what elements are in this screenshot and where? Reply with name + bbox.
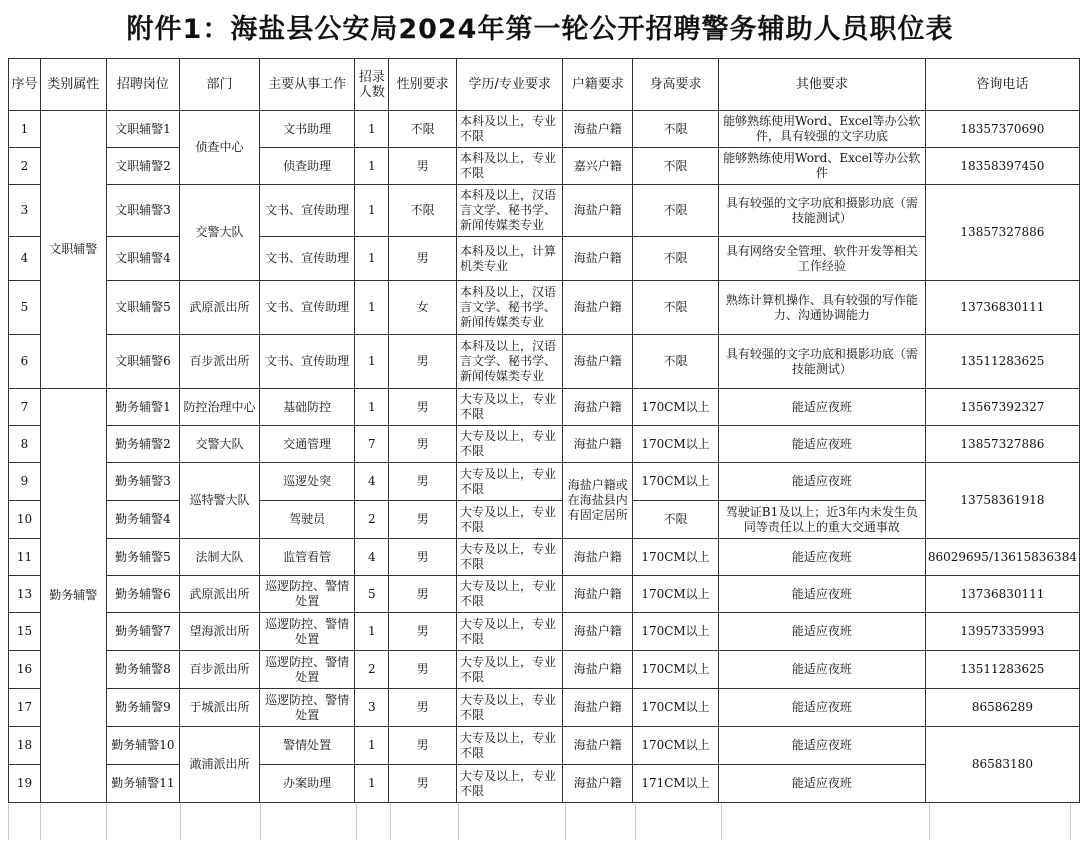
dept-cell: 百步派出所: [180, 651, 260, 689]
table-row: [9, 426, 1080, 463]
row-number-cell: 11: [9, 539, 41, 576]
work-cell: 交通管理: [259, 426, 355, 463]
gender-cell: 男: [389, 463, 457, 501]
work-cell: 文书、宣传助理: [259, 185, 355, 237]
gender-cell: 男: [389, 651, 457, 689]
column-guide: [1070, 804, 1071, 840]
table-row: [9, 111, 1080, 148]
count-cell: 1: [355, 389, 389, 426]
header-cell: 招聘岗位: [106, 59, 180, 111]
residence-cell: 海盐户籍: [563, 335, 633, 389]
phone-cell: 13857327886: [925, 185, 1079, 281]
header-cell: 序号: [9, 59, 41, 111]
post-cell: 勤务辅警9: [106, 689, 180, 727]
table-row: [9, 576, 1080, 613]
category-cell: 文职辅警: [40, 111, 106, 389]
count-cell: 1: [355, 237, 389, 281]
other-requirements-cell: 能够熟练使用Word、Excel等办公软件，具有较强的文字功底: [718, 111, 925, 148]
education-cell: 大专及以上，专业不限: [456, 651, 563, 689]
residence-cell: 海盐户籍: [563, 613, 633, 651]
dept-cell: 武原派出所: [180, 576, 260, 613]
table-row: [9, 765, 1080, 803]
other-requirements-cell: 能适应夜班: [718, 689, 925, 727]
row-number-cell: 19: [9, 765, 41, 803]
height-cell: 171CM以上: [633, 765, 719, 803]
gender-cell: 男: [389, 389, 457, 426]
row-number-cell: 1: [9, 111, 41, 148]
education-cell: 大专及以上，专业不限: [456, 389, 563, 426]
education-cell: 本科及以上，汉语言文学、秘书学、新闻传媒类专业: [456, 281, 563, 335]
header-cell: 招录人数: [355, 59, 389, 111]
post-cell: 勤务辅警10: [106, 727, 180, 765]
phone-cell: 13511283625: [925, 651, 1079, 689]
post-cell: 勤务辅警1: [106, 389, 180, 426]
table-row: [9, 613, 1080, 651]
work-cell: 办案助理: [259, 765, 355, 803]
post-cell: 勤务辅警4: [106, 501, 180, 539]
header-cell: 其他要求: [718, 59, 925, 111]
work-cell: 巡逻防控、警情处置: [259, 576, 355, 613]
post-cell: 文职辅警4: [106, 237, 180, 281]
work-cell: 文书、宣传助理: [259, 237, 355, 281]
row-number-cell: 16: [9, 651, 41, 689]
other-requirements-cell: 能适应夜班: [718, 389, 925, 426]
header-cell: 咨询电话: [925, 59, 1079, 111]
header-cell: 学历/专业要求: [456, 59, 563, 111]
phone-cell: 13736830111: [925, 576, 1079, 613]
education-cell: 大专及以上，专业不限: [456, 426, 563, 463]
work-cell: 基础防控: [259, 389, 355, 426]
other-requirements-cell: 能适应夜班: [718, 426, 925, 463]
column-guide: [565, 804, 566, 840]
count-cell: 1: [355, 185, 389, 237]
work-cell: 巡逻处突: [259, 463, 355, 501]
gender-cell: 男: [389, 765, 457, 803]
work-cell: 文书、宣传助理: [259, 281, 355, 335]
count-cell: 4: [355, 463, 389, 501]
table-row: [9, 651, 1080, 689]
phone-cell: 86583180: [925, 727, 1079, 803]
height-cell: 170CM以上: [633, 613, 719, 651]
education-cell: 大专及以上，专业不限: [456, 501, 563, 539]
count-cell: 1: [355, 281, 389, 335]
work-cell: 驾驶员: [259, 501, 355, 539]
other-requirements-cell: 具有较强的文字功底和摄影功底（需技能测试）: [718, 335, 925, 389]
other-requirements-cell: 驾驶证B1及以上；近3年内未发生负同等责任以上的重大交通事故: [718, 501, 925, 539]
post-cell: 勤务辅警6: [106, 576, 180, 613]
row-number-cell: 18: [9, 727, 41, 765]
residence-cell: 海盐户籍: [563, 111, 633, 148]
column-guide: [8, 804, 9, 840]
other-requirements-cell: 能适应夜班: [718, 463, 925, 501]
work-cell: 巡逻防控、警情处置: [259, 613, 355, 651]
work-cell: 文书、宣传助理: [259, 335, 355, 389]
residence-cell: 海盐户籍: [563, 389, 633, 426]
gender-cell: 不限: [389, 185, 457, 237]
header-row: [9, 59, 1080, 111]
header-cell: 类别属性: [40, 59, 106, 111]
work-cell: 监管看管: [259, 539, 355, 576]
residence-cell: 海盐户籍: [563, 765, 633, 803]
residence-cell: 海盐户籍: [563, 727, 633, 765]
education-cell: 大专及以上，专业不限: [456, 689, 563, 727]
table-row: [9, 501, 1080, 539]
count-cell: 1: [355, 335, 389, 389]
column-guide: [635, 804, 636, 840]
gender-cell: 男: [389, 237, 457, 281]
count-cell: 3: [355, 689, 389, 727]
count-cell: 1: [355, 111, 389, 148]
height-cell: 170CM以上: [633, 689, 719, 727]
gender-cell: 不限: [389, 111, 457, 148]
height-cell: 不限: [633, 237, 719, 281]
row-number-cell: 8: [9, 426, 41, 463]
row-number-cell: 7: [9, 389, 41, 426]
residence-cell: 海盐户籍: [563, 281, 633, 335]
table-row: [9, 237, 1080, 281]
education-cell: 大专及以上，专业不限: [456, 576, 563, 613]
column-guide: [390, 804, 391, 840]
height-cell: 不限: [633, 281, 719, 335]
post-cell: 勤务辅警2: [106, 426, 180, 463]
column-guide: [929, 804, 930, 840]
row-number-cell: 15: [9, 613, 41, 651]
work-cell: 侦查助理: [259, 148, 355, 185]
post-cell: 文职辅警1: [106, 111, 180, 148]
header-cell: 主要从事工作: [259, 59, 355, 111]
dept-cell: 澉浦派出所: [180, 727, 260, 803]
column-guide: [356, 804, 357, 840]
gender-cell: 男: [389, 335, 457, 389]
dept-cell: 巡特警大队: [180, 463, 260, 539]
column-guide: [458, 804, 459, 840]
residence-cell: 海盐户籍: [563, 576, 633, 613]
education-cell: 本科及以上，汉语言文学、秘书学、新闻传媒类专业: [456, 185, 563, 237]
count-cell: 1: [355, 148, 389, 185]
gender-cell: 男: [389, 727, 457, 765]
count-cell: 1: [355, 765, 389, 803]
gender-cell: 女: [389, 281, 457, 335]
header-cell: 户籍要求: [563, 59, 633, 111]
residence-cell: 海盐户籍: [563, 426, 633, 463]
header-cell: 部门: [180, 59, 260, 111]
gender-cell: 男: [389, 501, 457, 539]
other-requirements-cell: 能适应夜班: [718, 651, 925, 689]
gender-cell: 男: [389, 689, 457, 727]
dept-cell: 法制大队: [180, 539, 260, 576]
other-requirements-cell: 能够熟练使用Word、Excel等办公软件: [718, 148, 925, 185]
count-cell: 4: [355, 539, 389, 576]
page-title: 附件1：海盐县公安局2024年第一轮公开招聘警务辅助人员职位表: [126, 14, 954, 45]
post-cell: 文职辅警3: [106, 185, 180, 237]
post-cell: 勤务辅警7: [106, 613, 180, 651]
column-guide: [721, 804, 722, 840]
other-requirements-cell: 能适应夜班: [718, 765, 925, 803]
count-cell: 1: [355, 613, 389, 651]
dept-cell: 于城派出所: [180, 689, 260, 727]
column-guide: [260, 804, 261, 840]
post-cell: 勤务辅警3: [106, 463, 180, 501]
header-cell: 身高要求: [633, 59, 719, 111]
phone-cell: 18357370690: [925, 111, 1079, 148]
row-number-cell: 6: [9, 335, 41, 389]
post-cell: 勤务辅警8: [106, 651, 180, 689]
other-requirements-cell: 能适应夜班: [718, 539, 925, 576]
table-row: [9, 185, 1080, 237]
count-cell: 2: [355, 651, 389, 689]
height-cell: 不限: [633, 185, 719, 237]
height-cell: 170CM以上: [633, 426, 719, 463]
row-number-cell: 5: [9, 281, 41, 335]
height-cell: 不限: [633, 148, 719, 185]
count-cell: 7: [355, 426, 389, 463]
height-cell: 不限: [633, 335, 719, 389]
education-cell: 大专及以上，专业不限: [456, 539, 563, 576]
dept-cell: 百步派出所: [180, 335, 260, 389]
table-row: [9, 727, 1080, 765]
residence-cell: 海盐户籍: [563, 185, 633, 237]
other-requirements-cell: 能适应夜班: [718, 727, 925, 765]
phone-cell: 86029695/13615836384: [925, 539, 1079, 576]
education-cell: 大专及以上，专业不限: [456, 613, 563, 651]
residence-cell: 海盐户籍: [563, 651, 633, 689]
dept-cell: 防控治理中心: [180, 389, 260, 426]
height-cell: 不限: [633, 501, 719, 539]
residence-cell: 海盐户籍: [563, 539, 633, 576]
height-cell: 170CM以上: [633, 576, 719, 613]
table-row: [9, 281, 1080, 335]
phone-cell: 13511283625: [925, 335, 1079, 389]
post-cell: 文职辅警5: [106, 281, 180, 335]
residence-cell: 海盐户籍或在海盐县内有固定居所: [563, 463, 633, 539]
other-requirements-cell: 熟练计算机操作、具有较强的写作能力、沟通协调能力: [718, 281, 925, 335]
education-cell: 大专及以上，专业不限: [456, 727, 563, 765]
dept-cell: 交警大队: [180, 426, 260, 463]
table-row: [9, 389, 1080, 426]
height-cell: 170CM以上: [633, 651, 719, 689]
gender-cell: 男: [389, 539, 457, 576]
phone-cell: 13736830111: [925, 281, 1079, 335]
count-cell: 1: [355, 727, 389, 765]
post-cell: 文职辅警6: [106, 335, 180, 389]
table-row: [9, 463, 1080, 501]
count-cell: 5: [355, 576, 389, 613]
work-cell: 警情处置: [259, 727, 355, 765]
education-cell: 本科及以上，计算机类专业: [456, 237, 563, 281]
empty-bottom-strip: [8, 804, 1070, 840]
other-requirements-cell: 能适应夜班: [718, 576, 925, 613]
education-cell: 本科及以上，专业不限: [456, 148, 563, 185]
other-requirements-cell: 具有较强的文字功底和摄影功底（需技能测试）: [718, 185, 925, 237]
row-number-cell: 13: [9, 576, 41, 613]
gender-cell: 男: [389, 148, 457, 185]
table-row: [9, 335, 1080, 389]
row-number-cell: 9: [9, 463, 41, 501]
dept-cell: 侦查中心: [180, 111, 260, 185]
phone-cell: 13758361918: [925, 463, 1079, 539]
gender-cell: 男: [389, 613, 457, 651]
row-number-cell: 17: [9, 689, 41, 727]
education-cell: 本科及以上，专业不限: [456, 111, 563, 148]
phone-cell: 13567392327: [925, 389, 1079, 426]
column-guide: [40, 804, 41, 840]
post-cell: 勤务辅警5: [106, 539, 180, 576]
height-cell: 170CM以上: [633, 463, 719, 501]
height-cell: 170CM以上: [633, 727, 719, 765]
phone-cell: 86586289: [925, 689, 1079, 727]
row-number-cell: 4: [9, 237, 41, 281]
education-cell: 本科及以上，汉语言文学、秘书学、新闻传媒类专业: [456, 335, 563, 389]
gender-cell: 男: [389, 576, 457, 613]
dept-cell: 武原派出所: [180, 281, 260, 335]
post-cell: 勤务辅警11: [106, 765, 180, 803]
row-number-cell: 10: [9, 501, 41, 539]
phone-cell: 13957335993: [925, 613, 1079, 651]
row-number-cell: 2: [9, 148, 41, 185]
work-cell: 巡逻防控、警情处置: [259, 689, 355, 727]
other-requirements-cell: 具有网络安全管理、软件开发等相关工作经验: [718, 237, 925, 281]
education-cell: 大专及以上，专业不限: [456, 463, 563, 501]
height-cell: 不限: [633, 111, 719, 148]
column-guide: [106, 804, 107, 840]
residence-cell: 海盐户籍: [563, 237, 633, 281]
dept-cell: 交警大队: [180, 185, 260, 281]
header-cell: 性别要求: [389, 59, 457, 111]
work-cell: 巡逻防控、警情处置: [259, 651, 355, 689]
gender-cell: 男: [389, 426, 457, 463]
height-cell: 170CM以上: [633, 389, 719, 426]
table-row: [9, 689, 1080, 727]
dept-cell: 望海派出所: [180, 613, 260, 651]
row-number-cell: 3: [9, 185, 41, 237]
count-cell: 2: [355, 501, 389, 539]
table-row: [9, 148, 1080, 185]
category-cell: 勤务辅警: [40, 389, 106, 803]
post-cell: 文职辅警2: [106, 148, 180, 185]
education-cell: 大专及以上，专业不限: [456, 765, 563, 803]
residence-cell: 嘉兴户籍: [563, 148, 633, 185]
height-cell: 170CM以上: [633, 539, 719, 576]
work-cell: 文书助理: [259, 111, 355, 148]
phone-cell: 13857327886: [925, 426, 1079, 463]
positions-table: [8, 58, 1080, 803]
residence-cell: 海盐户籍: [563, 689, 633, 727]
table-row: [9, 539, 1080, 576]
phone-cell: 18358397450: [925, 148, 1079, 185]
other-requirements-cell: 能适应夜班: [718, 613, 925, 651]
column-guide: [180, 804, 181, 840]
